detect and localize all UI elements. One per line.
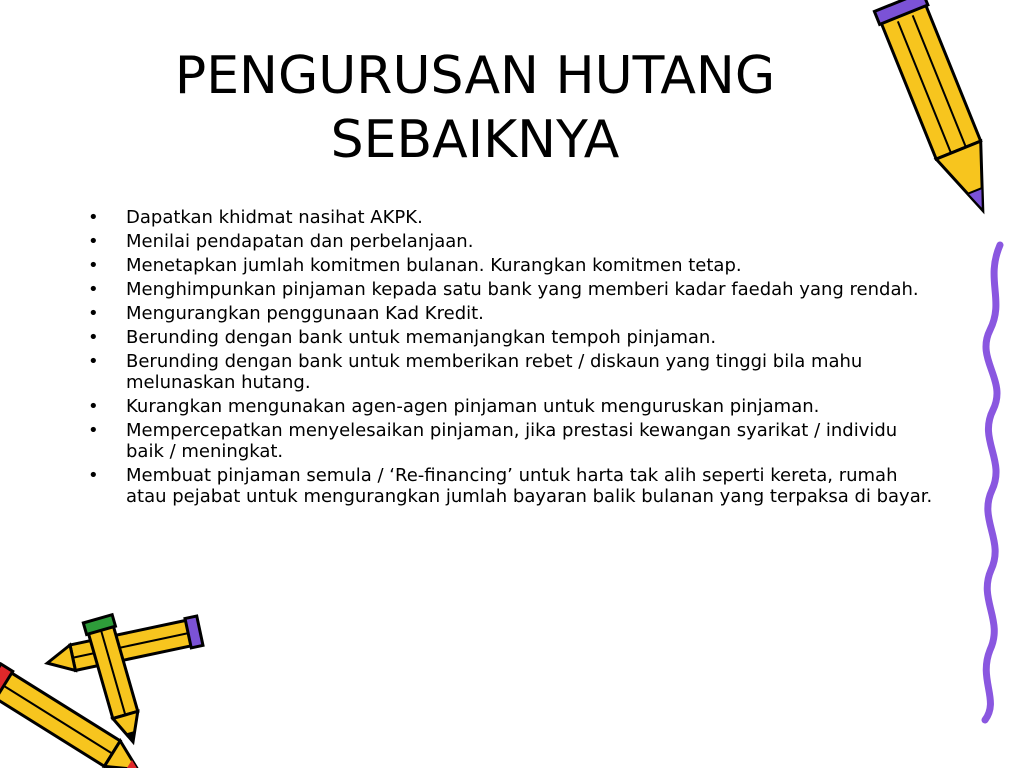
bullet-item: • Menetapkan jumlah komitmen bulanan. Kurangkan komitmen tetap.	[88, 255, 938, 276]
pencil-icon	[874, 0, 1007, 220]
slide-title-line: SEBAIKNYA	[330, 110, 620, 170]
slide-title-line: PENGURUSAN HUTANG	[174, 46, 776, 106]
slide-title	[80, 44, 870, 172]
pencil-icon	[0, 664, 147, 768]
pencil-icon	[83, 615, 147, 746]
bullet-item: • Menilai pendapatan dan perbelanjaan.	[88, 231, 938, 252]
pencil-icon	[44, 616, 203, 678]
bullet-list	[88, 207, 938, 510]
bullet-item: • Menghimpunkan pinjaman kepada satu bank yang memberi kadar faedah yang rendah.	[88, 279, 938, 300]
bullet-item: • Mempercepatkan menyelesaikan pinjaman, jika prestasi kewangan syarikat / individu baik / meningkat.	[88, 420, 938, 462]
bullet-item: • Berunding dengan bank untuk memberikan rebet / diskaun yang tinggi bila mahu melunaskan hutang.	[88, 351, 938, 393]
wavy-line-decoration	[985, 245, 1000, 720]
bullet-item: • Kurangkan mengunakan agen-agen pinjaman untuk menguruskan pinjaman.	[88, 396, 938, 417]
bullet-item: • Membuat pinjaman semula / ‘Re-financing’ untuk harta tak alih seperti kereta, rumah atau pejabat untuk mengurangkan jumlah bayaran balik bulanan yang terpaksa di bayar.	[88, 465, 938, 507]
bullet-item: • Mengurangkan penggunaan Kad Kredit.	[88, 303, 938, 324]
bullet-item: • Berunding dengan bank untuk memanjangkan tempoh pinjaman.	[88, 327, 938, 348]
bullet-item: • Dapatkan khidmat nasihat AKPK.	[88, 207, 938, 228]
